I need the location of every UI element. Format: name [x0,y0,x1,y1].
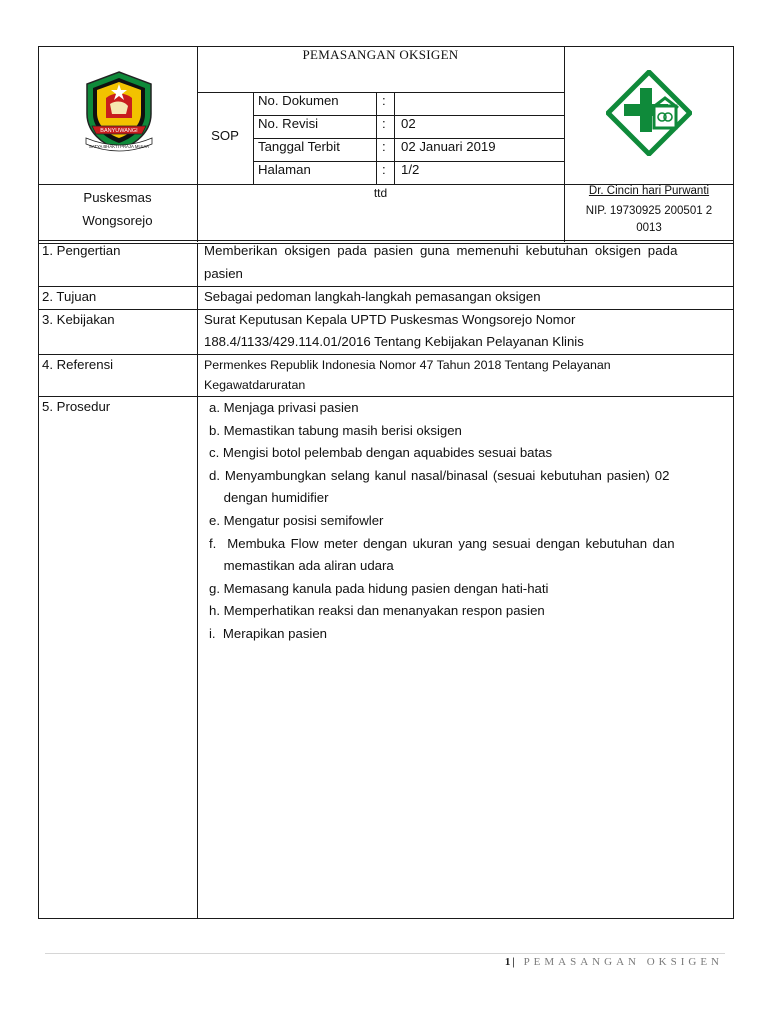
procedure-step: dengan humidifier [209,490,329,505]
logo-motto-text: SATYA BHAKTI PRAJA MULYA [88,144,150,149]
section-label-referensi: 4. Referensi [42,357,114,372]
regency-logo [80,68,158,154]
procedure-step: c. Mengisi botol pelembab dengan aquabides sesuai batas [209,445,553,460]
footer-title: PEMASANGAN OKSIGEN [523,956,723,968]
procedure-step: b. Memastikan tabung masih berisi oksigen [209,423,462,438]
field-sep: : [382,162,386,177]
field-label-halaman: Halaman [258,162,311,177]
section-text-referensi: Permenkes Republik Indonesia Nomor 47 Tahun 2018 Tentang Pelayanan [204,358,611,372]
field-label-tanggal-terbit: Tanggal Terbit [258,139,340,154]
footer-page-number: 1 [504,956,513,968]
procedure-step: e. Mengatur posisi semifowler [209,513,384,528]
frame-right [733,46,734,919]
sop-label: SOP [211,128,239,143]
section-label-prosedur: 5. Prosedur [42,399,111,414]
section-text-pengertian: pasien [204,266,243,281]
field-label-no-revisi: No. Revisi [258,116,319,131]
section-text-kebijakan: Surat Keputusan Kepala UPTD Puskesmas Wongsorejo Nomor [204,312,576,327]
signer-nip-line1: NIP. 19730925 200501 2 [585,205,713,217]
signer-nip-line2: 0013 [636,222,662,234]
puskesmas-logo [606,70,692,156]
page-title: PEMASANGAN OKSIGEN [302,47,459,62]
section-label-tujuan: 2. Tujuan [42,289,97,304]
footer-separator: | [512,956,517,968]
field-label-no-dokumen: No. Dokumen [258,93,339,108]
field-value-halaman: 1/2 [401,162,420,177]
signer-name: Dr. Cincin hari Purwanti [588,185,710,197]
procedure-step: i. Merapikan pasien [209,626,328,641]
section-text-referensi: Kegawatdaruratan [204,378,306,392]
frame-bottom [38,918,734,919]
field-sep: : [382,93,386,108]
body-col-line [197,243,198,919]
procedure-step: h. Memperhatikan reaksi dan menanyakan respon pasien [209,603,545,618]
logo-banner-text: BANYUWANGI [100,128,138,134]
section-label-kebijakan: 3. Kebijakan [42,312,115,327]
procedure-step: memastikan ada aliran udara [209,558,394,573]
procedure-step: d. Menyambungkan selang kanul nasal/binasal (sesuai kebutuhan pasien) 02 [209,468,670,483]
org-name-line2: Wongsorejo [82,213,153,228]
signature-placeholder: ttd [373,186,388,200]
footer-rule [45,953,725,954]
page-footer [505,956,723,968]
field-sep: : [382,116,386,131]
procedure-step: g. Memasang kanula pada hidung pasien dengan hati-hati [209,581,549,596]
section-text-tujuan: Sebagai pedoman langkah-langkah pemasangan oksigen [204,289,541,304]
field-value-tanggal-terbit: 02 Januari 2019 [401,139,496,154]
section-text-pengertian: Memberikan oksigen pada pasien guna memenuhi kebutuhan oksigen pada [204,243,678,258]
section-label-pengertian: 1. Pengertian [42,243,121,258]
org-name-line1: Puskesmas [83,190,152,205]
procedure-step: a. Menjaga privasi pasien [209,400,359,415]
field-value-no-revisi: 02 [401,116,416,131]
section-line-4 [38,396,734,397]
field-sep: : [382,139,386,154]
frame-left [38,46,39,919]
procedure-step: f. Membuka Flow meter dengan ukuran yang sesuai dengan kebutuhan dan [209,536,675,551]
section-text-kebijakan: 188.4/1133/429.114.01/2016 Tentang Kebijakan Pelayanan Klinis [204,334,584,349]
